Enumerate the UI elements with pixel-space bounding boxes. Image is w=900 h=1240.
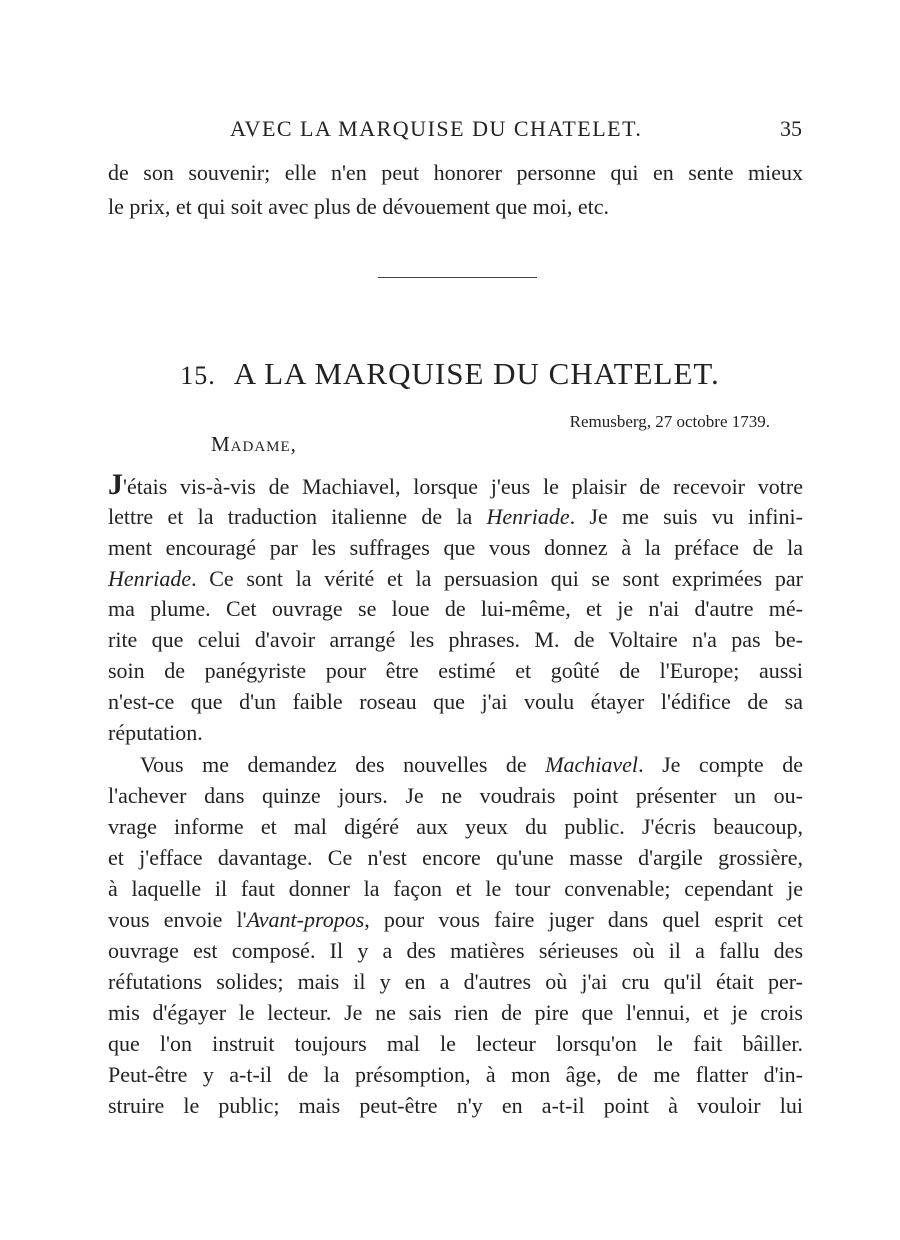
body-line-9: réputation. (108, 720, 203, 745)
body-line-6: rite que celui d'avoir arrangé les phrases. M. de Voltaire n'a pas be- (108, 627, 803, 652)
body-line-4: Henriade. Ce sont la vérité et la persuasion qui se sont exprimées par (108, 566, 803, 591)
page-number: 35 (780, 116, 802, 141)
drop-cap: J (108, 468, 123, 501)
body-line-1: J'étais vis-à-vis de Machiavel, lorsque j'eus le plaisir de recevoir votre (108, 468, 803, 501)
body-line-10: Vous me demandez des nouvelles de Machiavel. Je compte de (140, 752, 803, 777)
continuation-line-2: le prix, et qui soit avec plus de dévouement que moi, etc. (108, 194, 609, 219)
body-line-7: soin de panégyriste pour être estimé et goûté de l'Europe; aussi (108, 658, 803, 683)
running-head: AVEC LA MARQUISE DU CHATELET. (230, 116, 643, 141)
body-line-5: ma plume. Cet ouvrage se loue de lui-même, et je n'ai d'autre mé- (108, 596, 803, 621)
body-line-16: ouvrage est composé. Il y a des matières sérieuses où il a fallu des (108, 938, 803, 963)
italic-title: Machiavel (545, 752, 639, 777)
body-line-17: réfutations solides; mais il y en a d'autres où j'ai cru qu'il était per- (108, 969, 803, 994)
letter-title: A LA MARQUISE DU CHATELET. (233, 356, 720, 391)
italic-title: Avant-propos (246, 907, 365, 932)
body-line-8: n'est-ce que d'un faible roseau que j'ai voulu étayer l'édifice de sa (108, 689, 803, 714)
italic-title: Henriade (108, 566, 192, 591)
body-line-14: à laquelle il faut donner la façon et le tour convenable; cependant je (108, 876, 803, 901)
body-line-13: et j'efface davantage. Ce n'est encore qu'une masse d'argile grossière, (108, 845, 803, 870)
letter-heading (0, 356, 900, 392)
body-line-19: que l'on instruit toujours mal le lecteur lorsqu'on le fait bâiller. (108, 1031, 803, 1056)
body-line-2: lettre et la traduction italienne de la Henriade. Je me suis vu infini- (108, 504, 803, 529)
body-line-3: ment encouragé par les suffrages que vous donnez à la préface de la (108, 535, 803, 560)
body-line-20: Peut-être y a-t-il de la présomption, à mon âge, de me flatter d'in- (108, 1062, 803, 1087)
salutation: Madame, (211, 432, 297, 456)
letter-number: 15. (180, 361, 216, 390)
dateline: Remusberg, 27 octobre 1739. (569, 412, 770, 431)
body-line-21: struire le public; mais peut-être n'y en a-t-il point à vouloir lui (108, 1093, 803, 1118)
body-line-18: mis d'égayer le lecteur. Je ne sais rien de pire que l'ennui, et je crois (108, 1000, 803, 1025)
italic-title: Henriade (486, 504, 570, 529)
body-line-12: vrage informe et mal digéré aux yeux du public. J'écris beaucoup, (108, 814, 803, 839)
body-line-15: vous envoie l'Avant-propos, pour vous faire juger dans quel esprit cet (108, 907, 804, 932)
body-line-11: l'achever dans quinze jours. Je ne voudrais point présenter un ou- (108, 783, 803, 808)
section-divider-rule (378, 277, 537, 278)
continuation-line-1: de son souvenir; elle n'en peut honorer personne qui en sente mieux (108, 160, 803, 185)
